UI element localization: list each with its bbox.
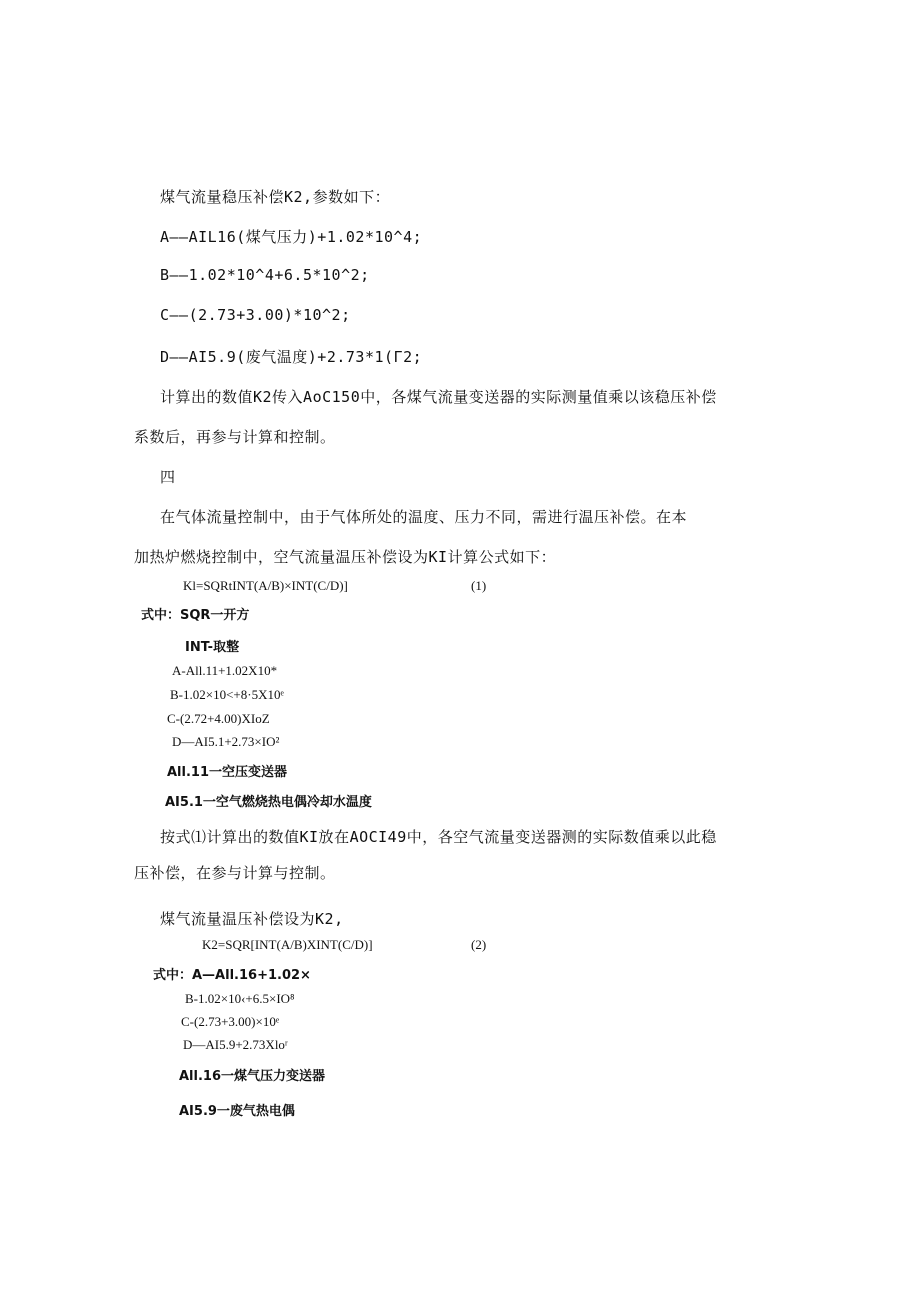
- formula-1-var-def2: AI5.1一空气燃烧热电偶冷却水温度: [165, 795, 372, 810]
- formula-1-a: A-All.11+1.02X10*: [172, 663, 278, 678]
- formula-2-intro: 煤气流量温压补偿设为K2,: [160, 910, 344, 928]
- formula-1-where: 式中：SQR一开方: [141, 608, 250, 623]
- formula-1-c: C-(2.72+4.00)XIoZ: [167, 711, 270, 726]
- formula-2-c: C-(2.73+3.00)×10ᵉ: [181, 1014, 280, 1029]
- formula-2-var-def2: AI5.9一废气热电偶: [179, 1104, 295, 1119]
- k2-paragraph-line2: 系数后，再参与计算和控制。: [134, 428, 336, 446]
- formula-2-where-a: 式中：A—All.16+1.02×: [153, 968, 311, 983]
- formula-1-number: (1): [471, 578, 487, 593]
- formula-1-paragraph-line1: 按式⑴计算出的数值KI放在AOCI49中，各空气流量变送器测的实际数值乘以此稳: [160, 828, 717, 846]
- k2-param-c: C——(2.73+3.00)*10^2;: [160, 306, 351, 324]
- section-number: 四: [160, 468, 176, 486]
- formula-1-b: B-1.02×10<+8·5X10ᵉ: [170, 687, 284, 702]
- section-four-line1: 在气体流量控制中，由于气体所处的温度、压力不同，需进行温压补偿。在本: [160, 508, 688, 526]
- formula-2-b: B-1.02×10‹+6.5×IO⁸: [185, 991, 295, 1006]
- formula-1-paragraph-line2: 压补偿，在参与计算与控制。: [134, 864, 336, 882]
- formula-1: Kl=SQRtINT(A/B)×INT(C/D)]: [183, 578, 348, 593]
- formula-2-d: D—AI5.9+2.73Xloʳ: [183, 1037, 288, 1052]
- formula-2: K2=SQR[INT(A/B)XINT(C/D)]: [202, 937, 373, 952]
- k2-param-d: D——AI5.9(废气温度)+2.73*1(Γ2;: [160, 348, 423, 366]
- k2-params-heading: 煤气流量稳压补偿K2,参数如下：: [160, 188, 391, 206]
- k2-paragraph-line1: 计算出的数值K2传入AoC150中，各煤气流量变送器的实际测量值乘以该稳压补偿: [160, 388, 717, 406]
- formula-1-d: D—AI5.1+2.73×IO²: [172, 734, 280, 749]
- formula-1-var-def1: All.11一空压变送器: [167, 765, 288, 780]
- section-four-line2: 加热炉燃烧控制中，空气流量温压补偿设为KI计算公式如下：: [134, 548, 557, 566]
- formula-2-number: (2): [471, 937, 487, 952]
- k2-param-b: B——1.02*10^4+6.5*10^2;: [160, 266, 370, 284]
- k2-param-a: A——AIL16(煤气压力)+1.02*10^4;: [160, 228, 423, 246]
- formula-2-var-def1: All.16一煤气压力变送器: [179, 1069, 326, 1084]
- formula-1-int-def: INT-取整: [185, 640, 240, 655]
